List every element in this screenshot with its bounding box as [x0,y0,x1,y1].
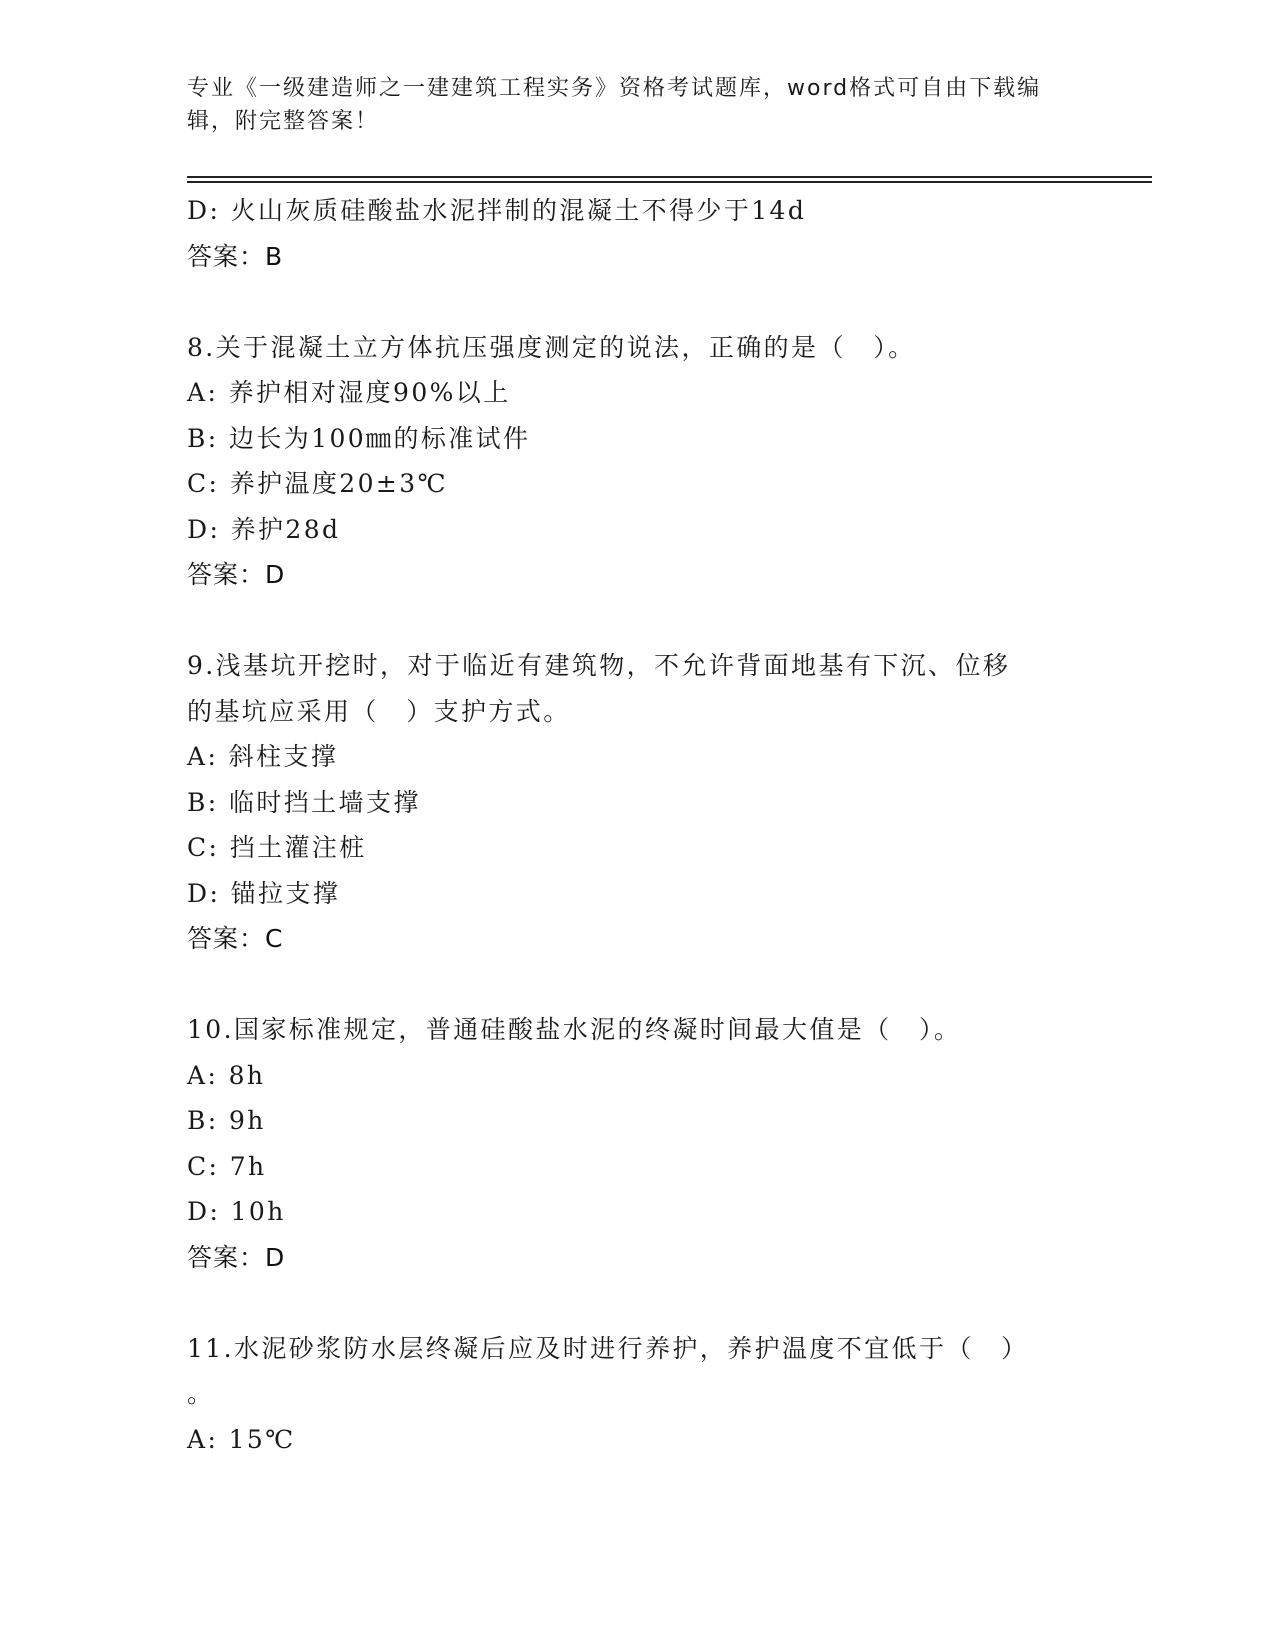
question-stem-line2: 。 [187,1379,215,1408]
answer: 答案：B [187,241,284,271]
option-a: A: 15℃ [187,1424,296,1454]
option-d: D: 火山灰质硅酸盐水泥拌制的混凝土不得少于14d [187,196,807,225]
option-c: C: 7h [187,1151,267,1181]
spacer [187,1280,1087,1326]
option-a: A: 8h [187,1060,266,1090]
option-b: B: 边长为100㎜的标准试件 [187,423,531,453]
question-stem: 8.关于混凝土立方体抗压强度测定的说法，正确的是（ ）。 [187,332,916,362]
question-stem: 10.国家标准规定，普通硅酸盐水泥的终凝时间最大值是（ ）。 [187,1015,962,1044]
option-b: B: 临时挡土墙支撑 [187,787,421,817]
question-10 [187,1007,1087,1280]
spacer [187,962,1087,1008]
option-b: B: 9h [187,1106,266,1135]
option-a: A: 斜柱支撑 [187,742,339,771]
option-d: D: 10h [187,1197,286,1226]
question-9 [187,643,1087,962]
header-rule-top [187,176,1152,178]
page-header: 专业《一级建造师之一建建筑工程实务》资格考试题库，word格式可自由下载编辑，附完整答案！ [187,76,1042,134]
answer: 答案：D [187,560,286,589]
answer: 答案：C [187,924,284,953]
option-c: C: 养护温度20±3℃ [187,469,448,498]
question-8 [187,325,1087,598]
option-d: D: 养护28d [187,514,341,544]
question-stem-line2: 的基坑应采用（ ）支护方式。 [187,696,571,726]
spacer [187,279,1087,325]
question-11 [187,1326,1087,1463]
option-a: A: 养护相对湿度90%以上 [187,378,511,407]
option-d: D: 锚拉支撑 [187,878,341,908]
question-list [187,188,1087,1462]
spacer [187,598,1087,644]
header-rule-bottom [187,181,1152,183]
question-stem-line1: 11.水泥砂浆防水层终凝后应及时进行养护，养护温度不宜低于（ ） [187,1333,1029,1363]
answer: 答案：D [187,1242,286,1272]
question-stem-line1: 9.浅基坑开挖时，对于临近有建筑物，不允许背面地基有下沉、位移 [187,651,1011,680]
option-c: C: 挡土灌注桩 [187,833,367,862]
